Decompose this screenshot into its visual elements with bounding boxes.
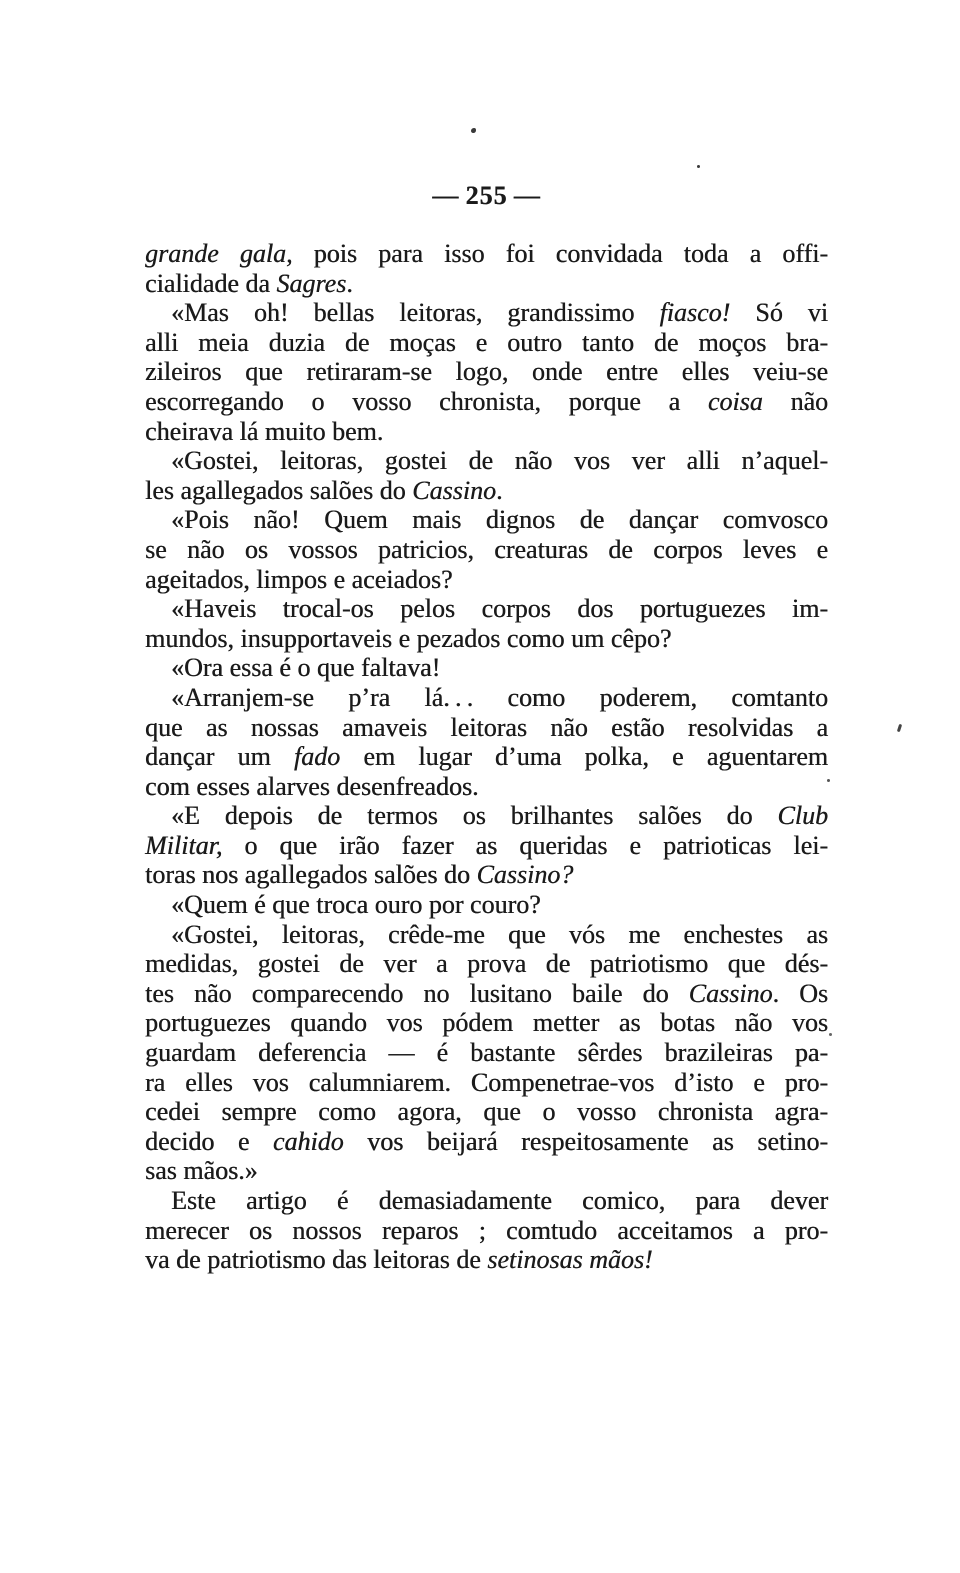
text-line — [145, 713, 828, 743]
italic-text: setinosas mãos! — [487, 1245, 653, 1275]
body-text: não — [762, 386, 828, 416]
body-text: Este artigo é demasiadamente comico, para dever — [171, 1186, 828, 1215]
body-text: vos beijará respeitosamente as setino- — [343, 1126, 829, 1156]
body-text: va de patriotismo das leitoras de — [145, 1245, 488, 1275]
body-text: Só vi — [730, 298, 828, 328]
page-body — [145, 239, 828, 1275]
body-text: merecer os nossos reparos ; comtudo acceitamos a pro- — [145, 1215, 828, 1245]
text-line — [145, 357, 828, 387]
text-line — [145, 1038, 828, 1068]
text-line — [145, 328, 828, 358]
text-line — [145, 269, 828, 299]
body-text: ra elles vos calumniarem. Compenetrae-vos d’isto e pro- — [145, 1067, 828, 1097]
text-line — [145, 298, 828, 328]
body-text: escorregando o vosso chronista, porque a — [145, 386, 708, 416]
italic-text: Sagres — [276, 268, 347, 298]
scan-speck — [697, 165, 700, 168]
text-line — [145, 890, 828, 920]
body-text: . — [495, 475, 503, 505]
body-text: toras nos agallegados salões do — [145, 860, 477, 890]
italic-text: cahido — [272, 1126, 344, 1156]
text-line — [145, 683, 828, 713]
text-line — [145, 801, 828, 831]
body-text: dançar um — [145, 742, 294, 772]
body-text: «Quem é que troca ouro por couro? — [171, 890, 541, 920]
text-line — [145, 1008, 828, 1038]
body-text: «Pois não! Quem mais dignos de dançar comvosco — [171, 505, 828, 535]
body-text: «Gostei, leitoras, crêde-me que vós me enchestes as — [171, 919, 828, 949]
body-text: zileiros que retiraram-se logo, onde entre elles veiu-se — [145, 357, 828, 387]
body-text: cialidade da — [145, 268, 277, 298]
italic-text: Cassino? — [476, 860, 574, 890]
text-line — [145, 505, 828, 535]
text-line — [145, 979, 828, 1009]
italic-text: fado — [293, 742, 341, 772]
body-text: cedei sempre como agora, que o vosso chronista agra- — [145, 1097, 828, 1127]
text-line — [145, 742, 828, 772]
body-text: portuguezes quando vos pódem metter as botas não vos — [145, 1008, 828, 1038]
body-text: se não os vossos patricios, creaturas de corpos leves e — [145, 534, 828, 564]
text-line — [145, 772, 828, 802]
italic-text: Militar, — [145, 830, 223, 860]
italic-text: fiasco! — [659, 298, 731, 328]
text-line — [145, 860, 828, 890]
scan-speck — [897, 724, 902, 733]
body-text: ageitados, limpos e aceiados? — [145, 564, 453, 594]
body-text: pois para isso foi convidada toda a offi- — [292, 239, 828, 268]
body-text: «Gostei, leitoras, gostei de não vos ver alli n’aquel- — [171, 446, 828, 476]
italic-text: coisa — [707, 386, 763, 416]
text-line — [145, 417, 828, 447]
text-line — [145, 1068, 828, 1098]
body-text: alli meia duzia de moças e outro tanto de moços bra- — [145, 327, 828, 357]
scan-speck — [471, 128, 476, 133]
page-number: — 255 — — [432, 181, 541, 210]
body-text: «E depois de termos os brilhantes salões do — [171, 801, 778, 831]
body-text: . Os — [772, 978, 828, 1008]
text-line — [145, 594, 828, 624]
text-line — [145, 949, 828, 979]
body-text: em lugar d’uma polka, e aguentarem — [340, 742, 828, 772]
text-line — [145, 535, 828, 565]
text-line — [145, 476, 828, 506]
body-text: que as nossas amaveis leitoras não estão resolvidas a — [145, 712, 828, 742]
text-line — [145, 1186, 828, 1216]
body-text: «Mas oh! bellas leitoras, grandissimo — [171, 298, 660, 328]
body-text: o que irão fazer as queridas e patrioticas lei- — [222, 830, 828, 860]
body-text: «Arranjem-se p’ra lá. . . como poderem, comtanto — [171, 682, 828, 712]
body-text: . — [346, 268, 353, 298]
italic-text: Cassino — [688, 978, 773, 1008]
body-text: mundos, insupportaveis e pezados como um cêpo? — [145, 623, 672, 653]
scan-speck — [827, 779, 830, 782]
body-text: com esses alarves desenfreados. — [145, 771, 479, 801]
italic-text: Cassino — [412, 475, 496, 505]
text-line — [145, 1097, 828, 1127]
body-text: cheirava lá muito bem. — [145, 416, 384, 446]
body-text: sas mãos.» — [145, 1156, 258, 1186]
text-line — [145, 565, 828, 595]
text-line — [145, 1245, 828, 1275]
italic-text: grande gala, — [145, 239, 293, 268]
text-line — [145, 446, 828, 476]
text-line — [145, 831, 828, 861]
body-text: medidas, gostei de ver a prova de patriotismo que dés- — [145, 949, 828, 979]
body-text: «Ora essa é o que faltava! — [171, 653, 441, 683]
body-text: guardam deferencia — é bastante sêrdes brazileiras pa- — [145, 1038, 828, 1068]
italic-text: Club — [777, 801, 828, 831]
text-line — [145, 920, 828, 950]
body-text: les agallegados salões do — [145, 475, 413, 505]
body-text: tes não comparecendo no lusitano baile do — [145, 978, 689, 1008]
text-line — [145, 1216, 828, 1246]
body-text: «Haveis trocal-os pelos corpos dos portuguezes im- — [171, 594, 828, 624]
text-line — [145, 387, 828, 417]
text-line — [145, 239, 828, 269]
body-text: decido e — [145, 1126, 273, 1156]
text-line — [145, 1156, 828, 1186]
text-line — [145, 653, 828, 683]
text-line — [145, 624, 828, 654]
text-line — [145, 1127, 828, 1157]
scan-speck — [829, 1033, 832, 1036]
